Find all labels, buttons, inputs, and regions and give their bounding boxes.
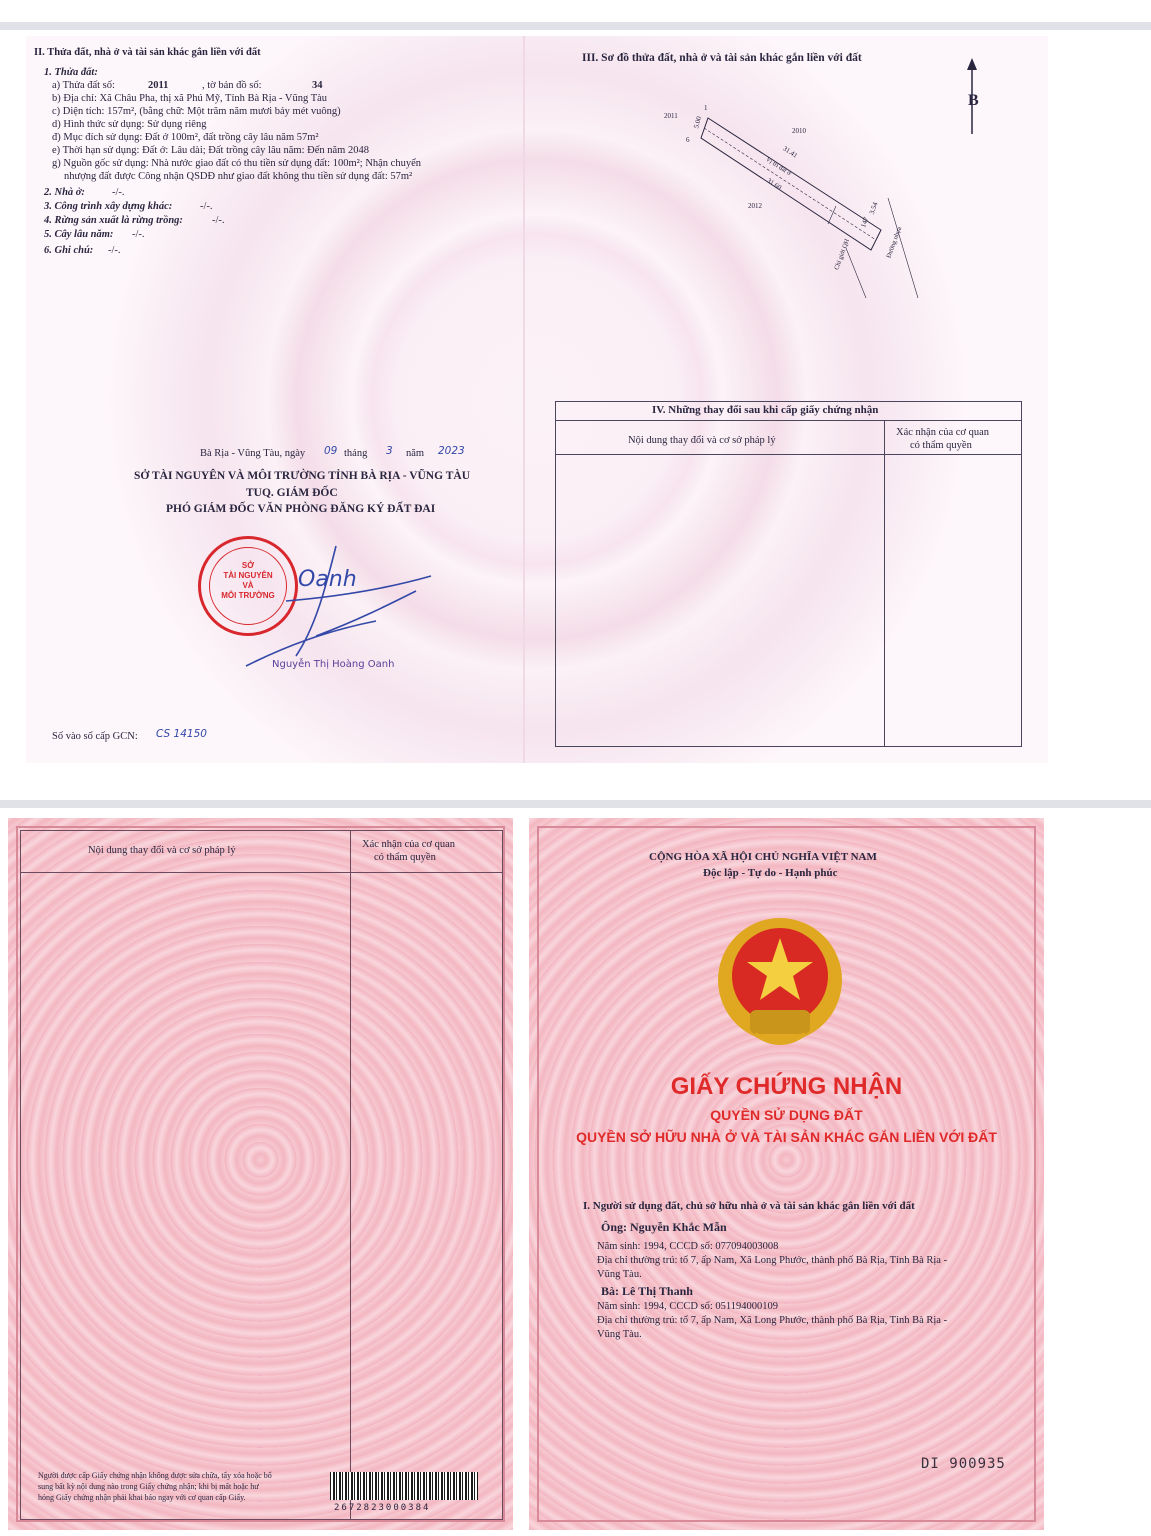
barcode-number: 2672823000384 — [334, 1503, 431, 1513]
issuer-department: SỞ TÀI NGUYÊN VÀ MÔI TRƯỜNG TỈNH BÀ RỊA - VŨNG TÀU — [134, 470, 471, 482]
changes-col-content: Nội dung thay đổi và cơ sở pháp lý — [88, 845, 236, 856]
map-label-2010: 2010 — [792, 127, 806, 135]
changes-col-content: Nội dung thay đổi và cơ sở pháp lý — [628, 435, 776, 446]
changes-col-confirm-2: có thẩm quyền — [374, 852, 436, 863]
item-3-label: 3. Công trình xây dựng khác: — [44, 201, 173, 212]
item-3-value: -/-. — [200, 201, 213, 212]
front-cover-page — [529, 818, 1044, 1530]
issuer-authorization: TUQ. GIÁM ĐỐC — [246, 487, 338, 499]
map-label-residential: Vị trí đất ở — [764, 155, 793, 178]
map-label-147: 147 — [859, 216, 871, 229]
issue-year-label: năm — [406, 448, 425, 459]
warning-note-3: hỏng Giấy chứng nhận phải khai báo ngay với cơ quan cấp Giấy. — [38, 1493, 246, 1502]
map-point-1: 1 — [704, 104, 708, 112]
owner-1-address-2: Vũng Tàu. — [597, 1269, 642, 1280]
section-i-title: I. Người sử dụng đất, chủ sở hữu nhà ở và tài sản khác gắn liền với đất — [583, 1200, 915, 1212]
issuer-title: PHÓ GIÁM ĐỐC VĂN PHÒNG ĐĂNG KÝ ĐẤT ĐAI — [166, 503, 436, 515]
changes-col-confirm-2: có thẩm quyền — [910, 440, 972, 451]
map-label-2012: 2012 — [748, 202, 762, 210]
changes-table — [555, 401, 1022, 747]
stamp-text-1: SỞ — [241, 561, 255, 570]
parcel-map — [656, 98, 926, 318]
register-number: CS 14150 — [156, 728, 207, 740]
back-cover-page — [8, 818, 513, 1530]
area-line: c) Diện tích: 157m², (bằng chữ: Một trăm năm mươi bảy mét vuông) — [52, 106, 341, 117]
owner-2-address-2: Vũng Tàu. — [597, 1329, 642, 1340]
signature-scribble — [226, 526, 446, 676]
barcode — [330, 1472, 478, 1500]
usage-purpose-line: đ) Mục đích sử dụng: Đất ở 100m², đất trồng cây lâu năm 57m² — [52, 132, 319, 143]
item-6-value: -/-. — [108, 245, 121, 256]
owner-2-name: Bà: Lê Thị Thanh — [601, 1284, 693, 1298]
item-6-label: 6. Ghi chú: — [44, 245, 94, 256]
certificate-subtitle-2: QUYỀN SỞ HỮU NHÀ Ở VÀ TÀI SẢN KHÁC GẮN LIỀN VỚI ĐẤT — [576, 1129, 997, 1145]
section-ii-title: II. Thửa đất, nhà ở và tài sản khác gắn liền với đất — [34, 47, 261, 58]
certificate-subtitle-1: QUYỀN SỬ DỤNG ĐẤT — [710, 1107, 863, 1123]
map-label-length-bottom: 31.60 — [765, 176, 783, 192]
issue-month: 3 — [386, 445, 393, 457]
changes-col-confirm-1: Xác nhận của cơ quan — [362, 839, 456, 850]
changes-table-continued — [20, 830, 503, 1520]
page-gap — [0, 765, 1151, 773]
item-2-label: 2. Nhà ở: — [44, 187, 85, 198]
item-4-value: -/-. — [212, 215, 225, 226]
separator-bar — [0, 800, 1151, 808]
stamp-text-2: TÀI NGUYÊN — [223, 571, 273, 580]
changes-table-rule — [555, 454, 1021, 455]
owner-2-birth-id: Năm sinh: 1994, CCCD số: 051194000109 — [597, 1301, 779, 1312]
register-label: Số vào sổ cấp GCN: — [52, 731, 138, 742]
national-emblem-icon — [715, 914, 845, 1054]
map-point-6: 6 — [686, 136, 690, 144]
signer-name: Nguyễn Thị Hoàng Oanh — [272, 659, 395, 670]
owner-1-address-1: Địa chỉ thường trú: tổ 7, ấp Nam, Xã Long Phước, thành phố Bà Rịa, Tỉnh Bà Rịa - — [597, 1255, 948, 1266]
map-label-length-top: 31.41 — [781, 144, 799, 160]
usage-form-line: d) Hình thức sử dụng: Sử dụng riêng — [52, 119, 207, 130]
top-spread — [26, 36, 1048, 763]
signature-text: Oanh — [298, 567, 357, 592]
item-4-label: 4. Rừng sản xuất là rừng trồng: — [44, 215, 183, 226]
owner-1-birth-id: Năm sinh: 1994, CCCD số: 077094003008 — [597, 1241, 779, 1252]
usage-term-line: e) Thời hạn sử dụng: Đất ở: Lâu dài; Đất trồng cây lâu năm: Đến năm 2048 — [52, 145, 369, 156]
owner-2-address-1: Địa chỉ thường trú: tổ 7, ấp Nam, Xã Long Phước, thành phố Bà Rịa, Tỉnh Bà Rịa - — [597, 1315, 948, 1326]
certificate-title: GIẤY CHỨNG NHẬN — [670, 1073, 903, 1100]
map-label-width: 5.00 — [692, 115, 704, 130]
owner-1-name: Ông: Nguyễn Khắc Mẫn — [601, 1220, 727, 1234]
north-label: B — [968, 92, 979, 109]
page-fold — [523, 36, 525, 763]
parcel-number: 2011 — [148, 80, 169, 91]
warning-note-1: Người được cấp Giấy chứng nhận không được sửa chữa, tẩy xóa hoặc bổ — [38, 1471, 272, 1480]
address-line: b) Địa chỉ: Xã Châu Pha, thị xã Phú Mỹ, Tỉnh Bà Rịa - Vũng Tàu — [52, 93, 328, 104]
map-label-planning-line: Chỉ giới QH — [833, 238, 851, 271]
section-iv-title: IV. Những thay đổi sau khi cấp giấy chứng nhận — [652, 404, 879, 416]
changes-col-confirm-1: Xác nhận của cơ quan — [896, 427, 990, 438]
parcel-label: a) Thửa đất số: — [52, 80, 115, 91]
issue-day: 09 — [324, 445, 338, 457]
map-sheet-label: , tờ bản đồ số: — [202, 80, 262, 91]
item-5-label: 5. Cây lâu năm: — [44, 229, 114, 240]
republic-header: CỘNG HÒA XÃ HỘI CHỦ NGHĨA VIỆT NAM — [649, 851, 877, 863]
changes-table-rule — [20, 872, 502, 873]
changes-table-divider — [350, 830, 351, 1520]
map-label-road: Đường nhựa — [885, 225, 904, 260]
changes-table-divider — [884, 420, 885, 746]
issue-year: 2023 — [438, 445, 465, 457]
stamp-text-3: VÀ — [242, 581, 254, 590]
serial-number: DI 900935 — [921, 1456, 1006, 1472]
issue-month-label: tháng — [344, 448, 368, 459]
origin-line-2: nhượng đất được Công nhận QSDĐ như giao đất không thu tiền sử dụng đất: 57m² — [64, 171, 413, 182]
national-motto: Độc lập - Tự do - Hạnh phúc — [703, 867, 838, 879]
changes-table-rule — [555, 420, 1021, 421]
item-2-value: -/-. — [112, 187, 125, 198]
separator-bar — [0, 22, 1151, 30]
section-iii-title: III. Sơ đồ thửa đất, nhà ở và tài sản khác gắn liền với đất — [582, 52, 862, 64]
item-1-label: 1. Thửa đất: — [44, 67, 98, 78]
item-5-value: -/-. — [132, 229, 145, 240]
origin-line-1: g) Nguồn gốc sử dụng: Nhà nước giao đất có thu tiền sử dụng đất: 100m²; Nhận chuyển — [52, 158, 422, 169]
map-label-2011: 2011 — [664, 112, 678, 120]
stamp-text-4: MÔI TRƯỜNG — [221, 591, 275, 600]
warning-note-2: sung bất kỳ nội dung nào trong Giấy chứng nhận; khi bị mất hoặc hư — [38, 1482, 259, 1491]
map-sheet-number: 34 — [312, 80, 323, 91]
issue-date-prefix: Bà Rịa - Vũng Tàu, ngày — [200, 448, 306, 459]
map-label-354: 3.54 — [867, 201, 880, 216]
